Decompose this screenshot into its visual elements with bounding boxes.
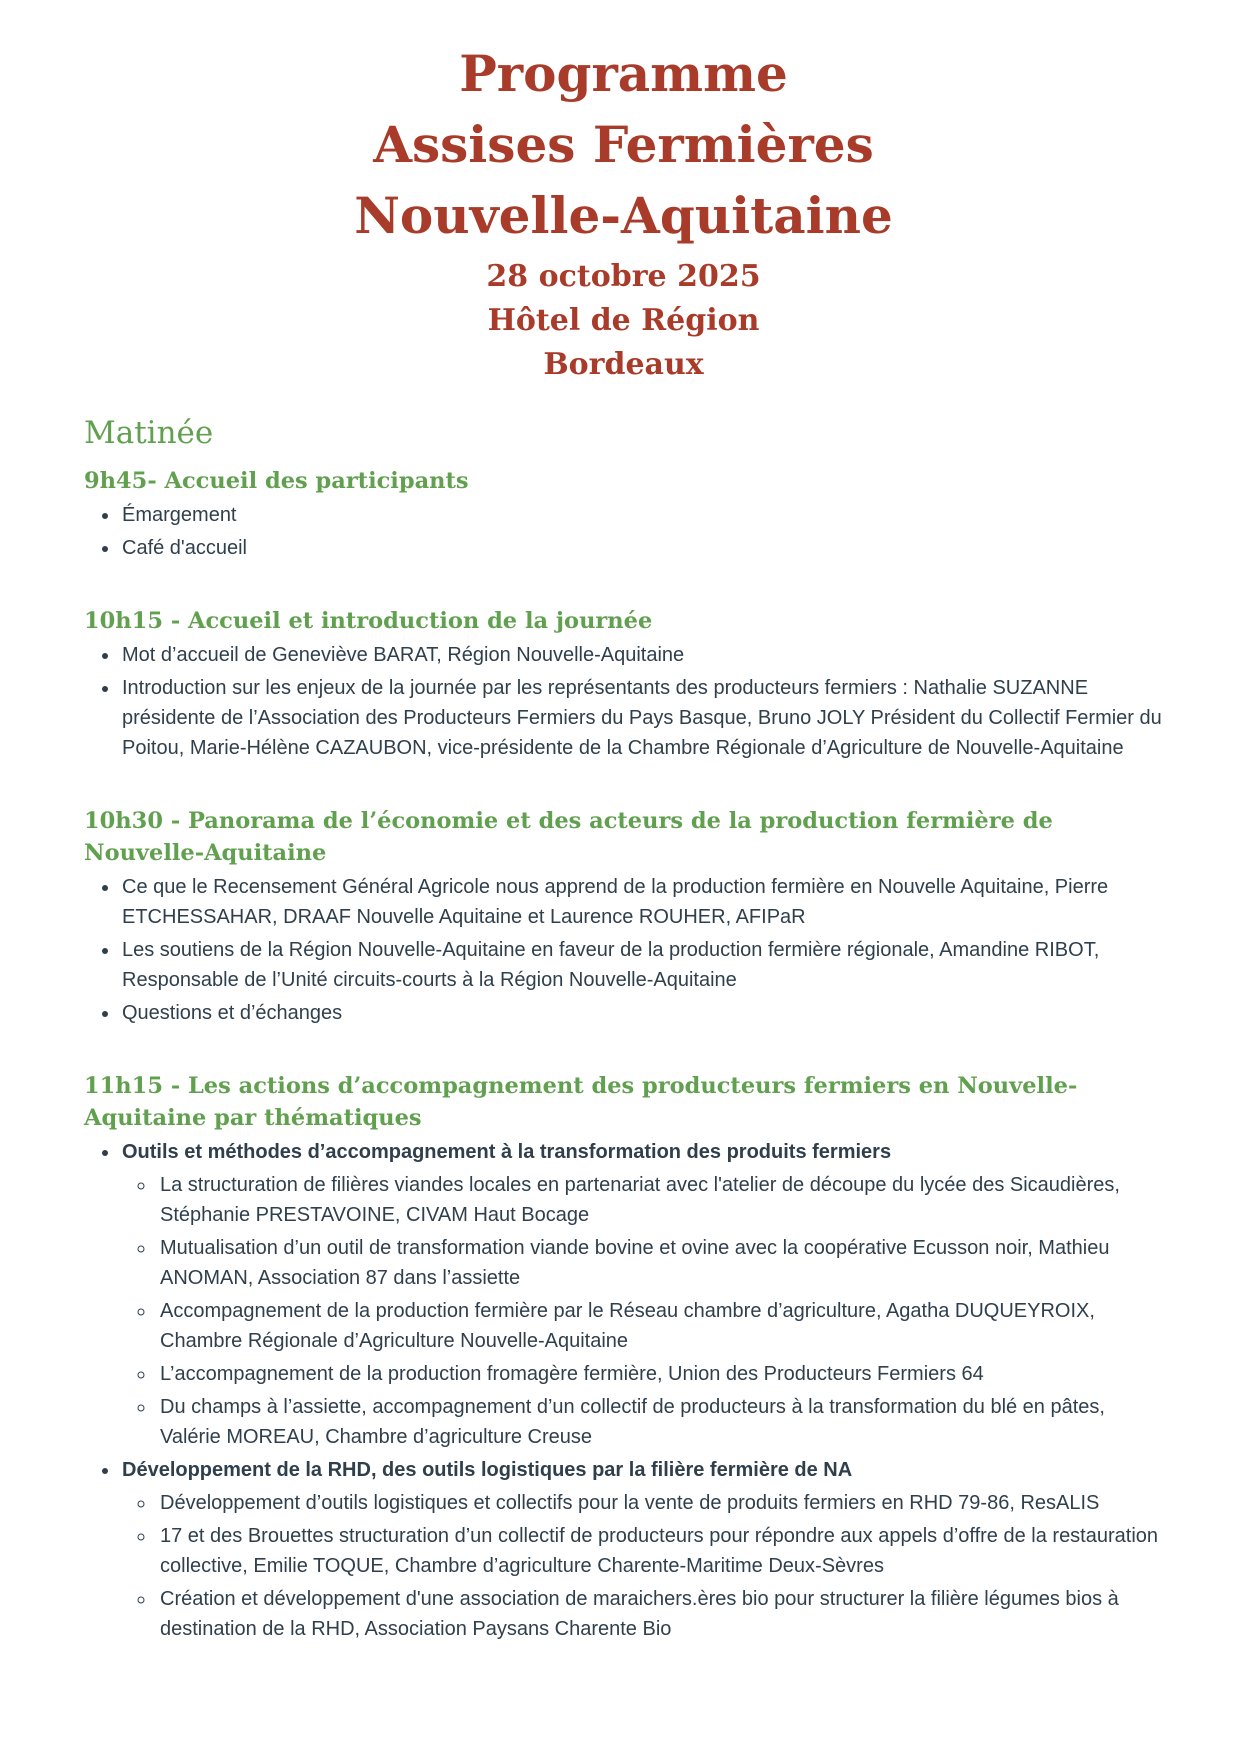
agenda-item-text: Mot d’accueil de Geneviève BARAT, Région Nouvelle-Aquitaine: [122, 644, 685, 666]
section-heading: 9h45- Accueil des participants: [84, 468, 469, 494]
agenda-item: [120, 1137, 1163, 1452]
event-venue: Hôtel de Région: [487, 303, 760, 338]
event-date: 28 octobre 2025: [486, 259, 761, 294]
schedule-section: [84, 605, 1163, 763]
agenda-item-text: Les soutiens de la Région Nouvelle-Aquitaine en faveur de la production fermière régionale, Amandine RIBOT, Responsable de l’Unité circuits-courts à la Région Nouvelle-Aquitaine: [122, 939, 1100, 991]
agenda-subitem: ◦ L’accompagnement de la production fromagère fermière, Union des Producteurs Fermiers 64: [156, 1359, 1163, 1389]
agenda-subitem: ◦ Mutualisation d’un outil de transformation viande bovine et ovine avec la coopérative Ecusson noir, Mathieu ANOMAN, Association 87 dans l’assiette: [156, 1233, 1163, 1293]
document-subtitle: [84, 255, 1163, 387]
schedule-section: [84, 805, 1163, 1028]
agenda-subitem-list: [122, 1170, 1163, 1452]
agenda-subitem: ◦ Développement d’outils logistiques et collectifs pour la vente de produits fermiers en RHD 79-86, ResALIS: [156, 1488, 1163, 1518]
agenda-subitem: ◦ Du champs à l’assiette, accompagnement d’un collectif de producteurs à la transformation du blé en pâtes, Valérie MOREAU, Chambre d’agriculture Creuse: [156, 1392, 1163, 1452]
agenda-subitem: ◦ 17 et des Brouettes structuration d’un collectif de producteurs pour répondre aux appels d’offre de la restauration collective, Emilie TOQUE, Chambre d’agriculture Charente-Maritime Deux-Sèvres: [156, 1521, 1163, 1581]
section-heading: 10h30 - Panorama de l’économie et des acteurs de la production fermière de Nouvelle-Aquitaine: [84, 808, 1053, 866]
agenda-subitem: ◦ Création et développement d'une association de maraichers.ères bio pour structurer la filière légumes bios à destination de la RHD, Association Paysans Charente Bio: [156, 1584, 1163, 1644]
title-line-1: Programme: [459, 44, 788, 103]
section-item-list: [84, 872, 1163, 1028]
agenda-item-text: Émargement: [122, 504, 237, 526]
sections-container: [84, 465, 1163, 1644]
agenda-subitem: ◦ Accompagnement de la production fermière par le Réseau chambre d’agriculture, Agatha DUQUEYROIX, Chambre Régionale d’Agriculture Nouvelle-Aquitaine: [156, 1296, 1163, 1356]
agenda-item: [120, 998, 1163, 1028]
section-heading: 10h15 - Accueil et introduction de la journée: [84, 608, 653, 634]
agenda-subitem: ◦ La structuration de filières viandes locales en partenariat avec l'atelier de découpe du lycée des Sicaudières, Stéphanie PRESTAVOINE, CIVAM Haut Bocage: [156, 1170, 1163, 1230]
agenda-item: [120, 673, 1163, 763]
agenda-item-text: Introduction sur les enjeux de la journée par les représentants des producteurs fermiers : Nathalie SUZANNE présidente de l’Association des Producteurs Fermiers du Pays Basque, Bruno JOLY Président du Collectif Fermier du Poitou, Marie-Hélène CAZAUBON, vice-présidente de la Chambre Régionale d’Agriculture de Nouvelle-Aquitaine: [122, 677, 1162, 759]
title-line-3: Nouvelle-Aquitaine: [354, 186, 893, 245]
agenda-item: [120, 1455, 1163, 1644]
document-title: [84, 38, 1163, 251]
document-header: [84, 38, 1163, 387]
schedule: [84, 413, 1163, 1644]
section-item-list: [84, 1137, 1163, 1644]
agenda-item: [120, 533, 1163, 563]
section-item-list: [84, 640, 1163, 763]
agenda-item: [120, 500, 1163, 530]
agenda-item-text: Ce que le Recensement Général Agricole nous apprend de la production fermière en Nouvelle Aquitaine, Pierre ETCHESSAHAR, DRAAF Nouvelle Aquitaine et Laurence ROUHER, AFIPaR: [122, 876, 1109, 928]
title-line-2: Assises Fermières: [373, 115, 874, 174]
agenda-item-text: Café d'accueil: [122, 537, 247, 559]
part-heading-matinee: Matinée: [84, 415, 214, 451]
section-item-list: [84, 500, 1163, 563]
agenda-item: [120, 640, 1163, 670]
agenda-item: [120, 935, 1163, 995]
event-city: Bordeaux: [543, 347, 704, 382]
agenda-item-text: Questions et d’échanges: [122, 1002, 343, 1024]
agenda-subitem-list: [122, 1488, 1163, 1644]
agenda-item-text: Outils et méthodes d’accompagnement à la transformation des produits fermiers: [122, 1141, 892, 1163]
section-heading: 11h15 - Les actions d’accompagnement des producteurs fermiers en Nouvelle- Aquitaine par thématiques: [84, 1073, 1078, 1131]
schedule-section: [84, 465, 1163, 563]
agenda-item: [120, 872, 1163, 932]
agenda-item-text: Développement de la RHD, des outils logistiques par la filière fermière de NA: [122, 1459, 853, 1481]
schedule-section: [84, 1070, 1163, 1644]
